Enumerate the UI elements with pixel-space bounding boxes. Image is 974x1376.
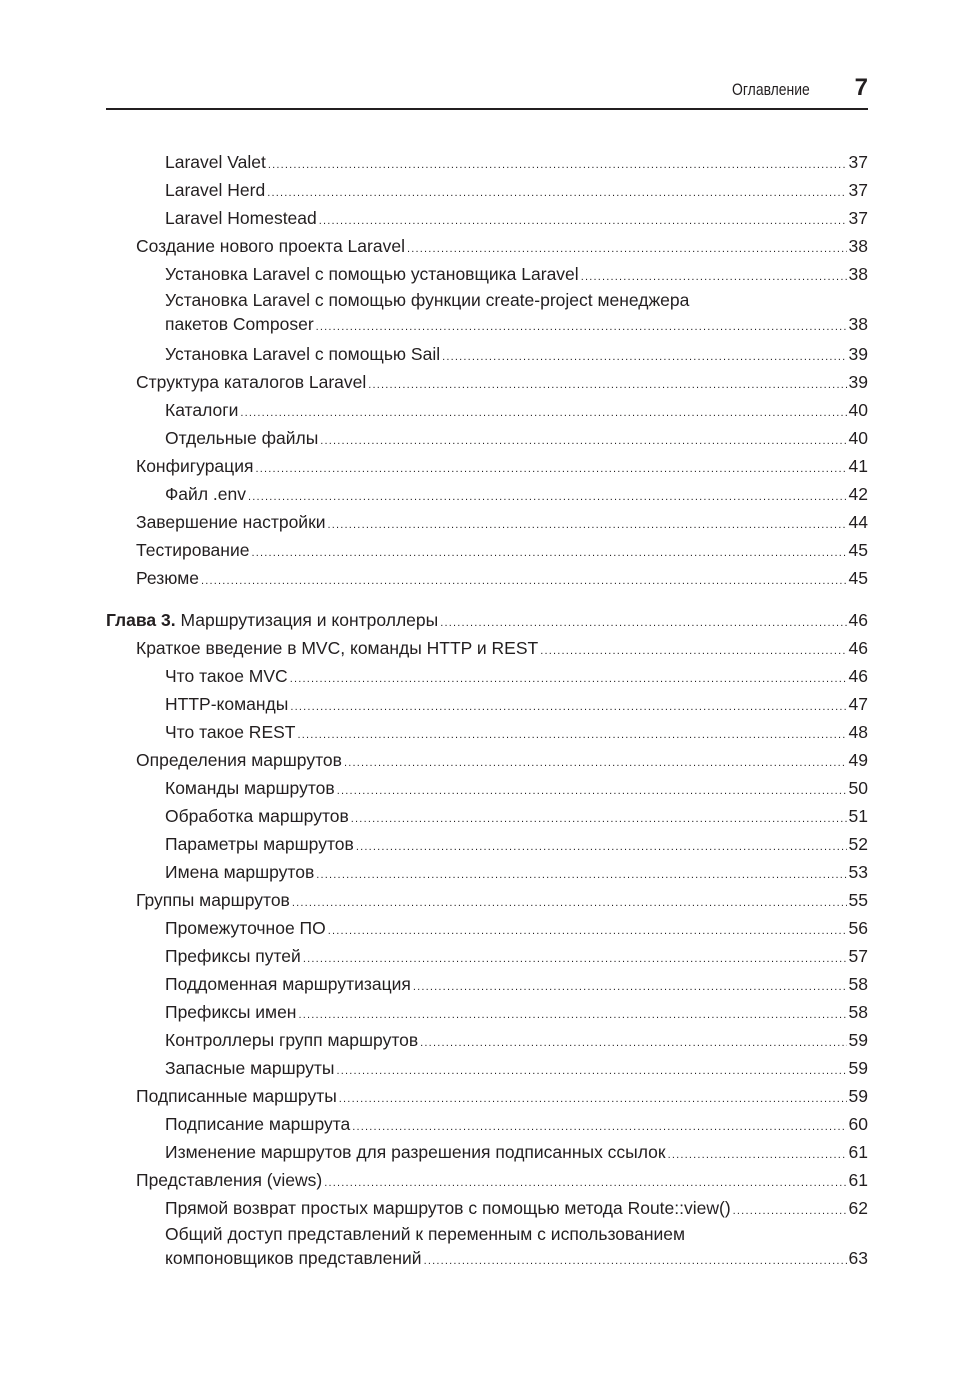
toc-subsection-entry[interactable] — [106, 690, 868, 718]
toc-page-number: 44 — [848, 512, 868, 532]
toc-page-number: 52 — [848, 834, 868, 854]
toc-page-number: 38 — [848, 314, 868, 334]
toc-section-entry[interactable] — [106, 452, 868, 480]
toc-section-entry[interactable] — [106, 508, 868, 536]
toc-page-number: 42 — [848, 484, 868, 504]
toc-entry-label: Резюме — [136, 568, 199, 588]
toc-subsection-entry[interactable] — [106, 1110, 868, 1138]
toc-page-number: 63 — [848, 1248, 868, 1268]
toc-entry-label: Определения маршрутов — [136, 750, 342, 770]
toc-entry-label: Laravel Herd — [165, 180, 266, 200]
toc-section-chapter-2-continued — [106, 148, 868, 592]
toc-subsection-entry[interactable] — [106, 176, 868, 204]
toc-entry-label: Изменение маршрутов для разрешения подписанных ссылок — [165, 1142, 666, 1162]
toc-section-chapter-3 — [106, 634, 868, 1274]
toc-entry-label: Тестирование — [136, 540, 250, 560]
header-title: Оглавление — [732, 80, 810, 99]
toc-page-number: 48 — [848, 722, 868, 742]
dot-leader — [201, 567, 847, 595]
toc-subsection-entry[interactable] — [106, 662, 868, 690]
dot-leader — [352, 1113, 846, 1141]
toc-entry-label: Краткое введение в MVC, команды HTTP и REST — [136, 638, 539, 658]
toc-subsection-entry[interactable] — [106, 914, 868, 942]
toc-subsection-entry[interactable] — [106, 1026, 868, 1054]
toc-entry-label: Что такое MVC — [165, 666, 288, 686]
toc-entry-label: Команды маршрутов — [165, 778, 335, 798]
toc-entry-label-line1: Общий доступ представлений к переменным с использованием — [165, 1224, 686, 1244]
toc-entry-label: Установка Laravel с помощью установщика Laravel — [165, 264, 579, 284]
toc-page-number: 59 — [848, 1030, 868, 1050]
dot-leader — [290, 693, 846, 721]
dot-leader — [442, 343, 846, 371]
toc-entry-label: Laravel Valet — [165, 152, 266, 172]
dot-leader — [292, 889, 847, 917]
toc-page-number: 45 — [848, 568, 868, 588]
dot-leader — [251, 539, 846, 567]
toc-page-number: 37 — [848, 208, 868, 228]
toc-entry-label: Промежуточное ПО — [165, 918, 326, 938]
dot-leader — [240, 399, 846, 427]
dot-leader — [581, 263, 847, 291]
toc-subsection-entry[interactable] — [106, 396, 868, 424]
toc-page-number: 37 — [848, 152, 868, 172]
toc-subsection-entry[interactable] — [106, 1054, 868, 1082]
toc-page-number: 59 — [848, 1086, 868, 1106]
toc-subsection-entry[interactable] — [106, 858, 868, 886]
dot-leader — [339, 1085, 847, 1113]
toc-subsection-entry[interactable] — [106, 774, 868, 802]
dot-leader — [424, 1249, 847, 1273]
toc-page-number: 45 — [848, 540, 868, 560]
dot-leader — [328, 917, 847, 945]
dot-leader — [320, 427, 846, 455]
dot-leader — [324, 1169, 846, 1197]
dot-leader — [337, 1057, 847, 1085]
dot-leader — [668, 1141, 847, 1169]
dot-leader — [356, 833, 847, 861]
toc-page-number: 55 — [848, 890, 868, 910]
dot-leader — [337, 777, 847, 805]
toc-entry-label: Контроллеры групп маршрутов — [165, 1030, 419, 1050]
toc-entry-label: Прямой возврат простых маршрутов с помощью метода Route::view() — [165, 1198, 731, 1218]
toc-chapter-heading[interactable] — [106, 606, 868, 634]
toc-subsection-entry[interactable] — [106, 998, 868, 1026]
toc-entry-label: Что такое REST — [165, 722, 296, 742]
chapter-title: Маршрутизация и контроллеры — [180, 610, 439, 630]
toc-page-number: 46 — [848, 638, 868, 658]
dot-leader — [298, 1001, 846, 1029]
toc-section-entry[interactable] — [106, 368, 868, 396]
toc-entry-label: Подписанные маршруты — [136, 1086, 337, 1106]
toc-entry-label: Префиксы имен — [165, 1002, 297, 1022]
toc-entry-label: пакетов Composer — [165, 314, 314, 334]
dot-leader — [297, 721, 846, 749]
toc-subsection-entry[interactable] — [106, 260, 868, 288]
dot-leader — [267, 179, 846, 207]
dot-leader — [319, 207, 847, 235]
toc-subsection-entry[interactable] — [106, 148, 868, 176]
toc-entry-label: Конфигурация — [136, 456, 254, 476]
toc-entry-label: Laravel Homestead — [165, 208, 317, 228]
table-of-contents — [106, 148, 868, 1274]
toc-section-entry[interactable] — [106, 536, 868, 564]
toc-subsection-entry[interactable] — [106, 802, 868, 830]
toc-section-entry[interactable] — [106, 1166, 868, 1194]
toc-entry-label: компоновщиков представлений — [165, 1248, 422, 1268]
running-header — [106, 72, 868, 110]
toc-subsection-entry[interactable] — [106, 1194, 868, 1222]
toc-entry-label: Создание нового проекта Laravel — [136, 236, 405, 256]
toc-subsection-entry[interactable] — [106, 970, 868, 998]
toc-entry-label: Завершение настройки — [136, 512, 326, 532]
toc-page-number: 40 — [848, 428, 868, 448]
toc-page-number: 50 — [848, 778, 868, 798]
toc-entry-label: Представления (views) — [136, 1170, 323, 1190]
toc-page-number: 59 — [848, 1058, 868, 1078]
toc-page-number: 57 — [848, 946, 868, 966]
header-page-number: 7 — [854, 74, 868, 101]
dot-leader — [316, 315, 847, 339]
toc-page-number: 58 — [848, 974, 868, 994]
toc-page-number: 62 — [848, 1198, 868, 1218]
toc-subsection-entry[interactable] — [106, 424, 868, 452]
chapter-prefix: Глава 3. — [106, 610, 176, 630]
toc-page-number: 46 — [848, 666, 868, 686]
toc-page-number: 61 — [848, 1142, 868, 1162]
dot-leader — [248, 483, 847, 511]
dot-leader — [407, 235, 847, 263]
toc-section-entry[interactable] — [106, 634, 868, 662]
toc-page-number: 41 — [848, 456, 868, 476]
toc-page-number: 38 — [848, 264, 868, 284]
toc-page-number: 47 — [848, 694, 868, 714]
toc-entry-label: Отдельные файлы — [165, 428, 319, 448]
toc-entry-label-line1: Установка Laravel с помощью функции create-project менеджера — [165, 290, 690, 310]
dot-leader — [255, 455, 846, 483]
toc-page-number: 49 — [848, 750, 868, 770]
toc-entry-label: Параметры маршрутов — [165, 834, 354, 854]
dot-leader — [344, 749, 847, 777]
toc-subsection-entry[interactable] — [106, 1222, 868, 1274]
toc-section-entry[interactable] — [106, 746, 868, 774]
toc-entry-label: Файл .env — [165, 484, 246, 504]
dot-leader — [733, 1197, 847, 1225]
toc-subsection-entry[interactable] — [106, 340, 868, 368]
toc-page-number: 51 — [848, 806, 868, 826]
toc-page-number: 46 — [848, 610, 868, 630]
toc-entry-label: Каталоги — [165, 400, 239, 420]
toc-entry-label: Префиксы путей — [165, 946, 301, 966]
toc-page-number: 39 — [848, 372, 868, 392]
dot-leader — [440, 609, 846, 637]
toc-page-number: 56 — [848, 918, 868, 938]
toc-subsection-entry[interactable] — [106, 830, 868, 858]
dot-leader — [328, 511, 847, 539]
toc-page-number: 61 — [848, 1170, 868, 1190]
dot-leader — [290, 665, 847, 693]
dot-leader — [268, 151, 847, 179]
toc-entry-label: Структура каталогов Laravel — [136, 372, 367, 392]
dot-leader — [413, 973, 847, 1001]
dot-leader — [368, 371, 846, 399]
toc-entry-label: Запасные маршруты — [165, 1058, 335, 1078]
toc-subsection-entry[interactable] — [106, 942, 868, 970]
toc-subsection-entry[interactable] — [106, 1138, 868, 1166]
dot-leader — [351, 805, 847, 833]
toc-entry-label: Установка Laravel с помощью Sail — [165, 344, 441, 364]
toc-page-number: 60 — [848, 1114, 868, 1134]
toc-section-entry[interactable] — [106, 886, 868, 914]
dot-leader — [316, 861, 846, 889]
dot-leader — [420, 1029, 846, 1057]
toc-page-number: 40 — [848, 400, 868, 420]
toc-entry-label: HTTP-команды — [165, 694, 289, 714]
toc-section-entry[interactable] — [106, 232, 868, 260]
toc-subsection-entry[interactable] — [106, 480, 868, 508]
toc-entry-label: Группы маршрутов — [136, 890, 290, 910]
toc-entry-label: Подписание маршрута — [165, 1114, 351, 1134]
toc-page-number: 53 — [848, 862, 868, 882]
dot-leader — [540, 637, 846, 665]
toc-entry-label: Обработка маршрутов — [165, 806, 349, 826]
toc-page-number: 58 — [848, 1002, 868, 1022]
toc-entry-label: Имена маршрутов — [165, 862, 315, 882]
toc-section-entry[interactable] — [106, 564, 868, 592]
dot-leader — [303, 945, 847, 973]
toc-section-entry[interactable] — [106, 1082, 868, 1110]
toc-subsection-entry[interactable] — [106, 204, 868, 232]
toc-page-number: 38 — [848, 236, 868, 256]
toc-subsection-entry[interactable] — [106, 718, 868, 746]
toc-page-number: 39 — [848, 344, 868, 364]
toc-entry-label: Поддоменная маршрутизация — [165, 974, 411, 994]
toc-subsection-entry[interactable] — [106, 288, 868, 340]
toc-page-number: 37 — [848, 180, 868, 200]
